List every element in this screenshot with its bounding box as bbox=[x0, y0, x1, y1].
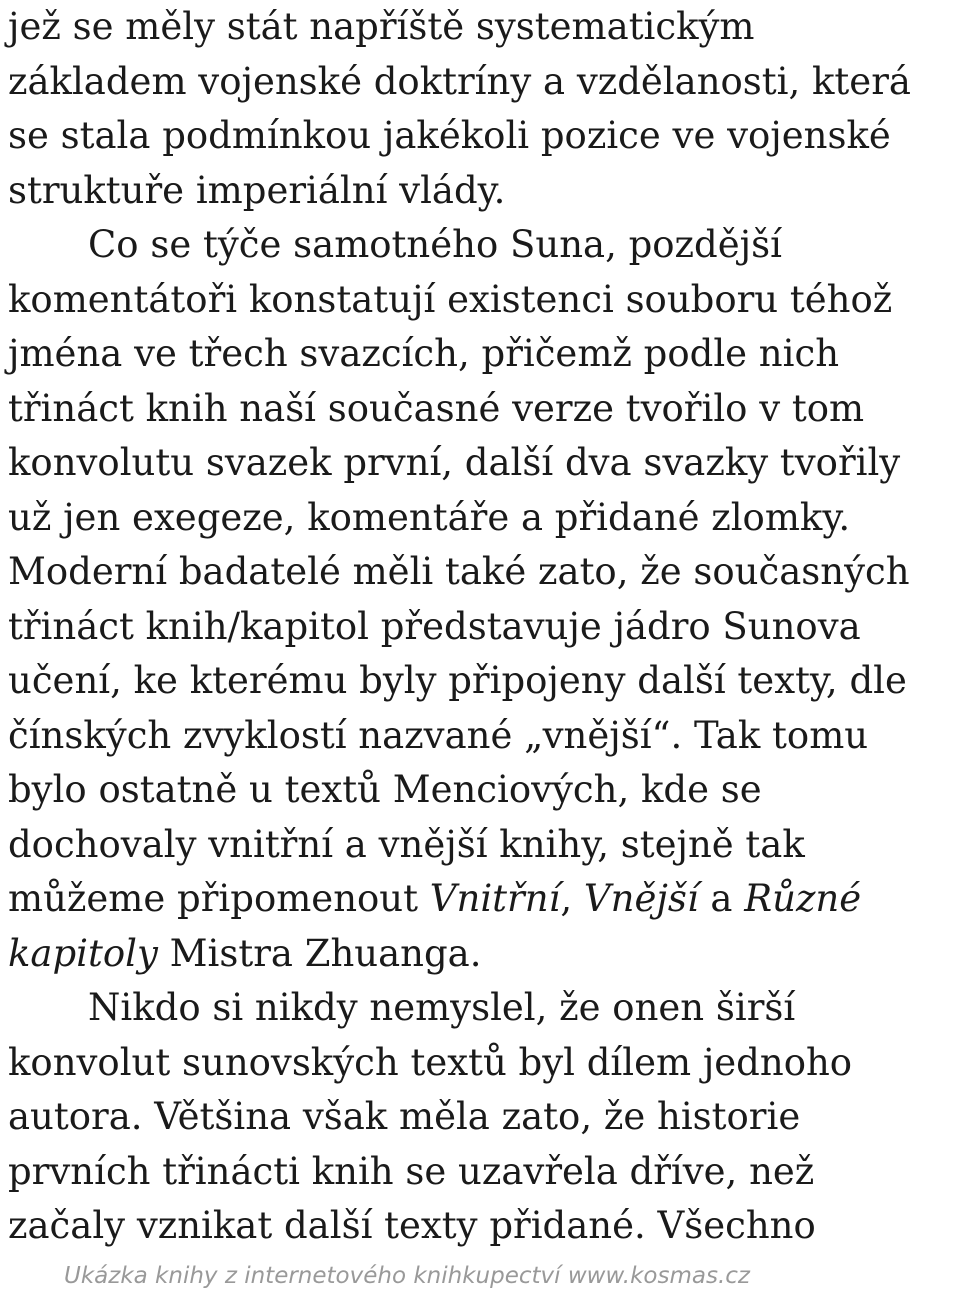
text-line-with-titles bbox=[8, 872, 954, 927]
italic-title: Různé bbox=[744, 877, 862, 920]
text-segment: můžeme připomenout bbox=[8, 877, 430, 920]
paragraph-start-line: Nikdo si nikdy nemyslel, že onen širší bbox=[88, 986, 796, 1029]
text-line: začaly vznikat další texty přidané. Všechno bbox=[8, 1204, 816, 1247]
text-line: čínských zvyklostí nazvané „vnější“. Tak tomu bbox=[8, 713, 869, 757]
text-line: dochovaly vnitřní a vnější knihy, stejně tak bbox=[8, 822, 805, 866]
text-line: učení, ke kterému byly připojeny další texty, dle bbox=[8, 659, 907, 702]
watermark-footer: Ukázka knihy z internetového knihkupectví www.kosmas.cz bbox=[64, 1263, 750, 1289]
italic-title: kapitoly bbox=[8, 931, 158, 975]
text-line: autora. Většina však měla zato, že historie bbox=[8, 1095, 801, 1138]
text-segment: a bbox=[698, 877, 745, 920]
text-line-with-titles bbox=[8, 927, 954, 982]
text-line: Moderní badatelé měli také zato, že současných bbox=[8, 550, 910, 593]
text-line: základem vojenské doktríny a vzdělanosti, která bbox=[8, 59, 911, 103]
text-line: prvních třinácti knih se uzavřela dříve, než bbox=[8, 1149, 815, 1193]
text-line: konvolut sunovských textů byl dílem jednoho bbox=[8, 1040, 853, 1084]
text-line: konvolutu svazek první, další dva svazky tvořily bbox=[8, 441, 901, 484]
text-line: jež se měly stát napříště systematickým bbox=[8, 5, 755, 48]
text-segment: , bbox=[560, 877, 584, 920]
text-line: třináct knih/kapitol představuje jádro Sunova bbox=[8, 604, 861, 648]
text-line: bylo ostatně u textů Menciových, kde se bbox=[8, 768, 762, 811]
text-line: komentátoři konstatují existenci souboru téhož bbox=[8, 277, 893, 321]
text-line: se stala podmínkou jakékoli pozice ve vojenské bbox=[8, 114, 891, 157]
text-line: struktuře imperiální vlády. bbox=[8, 168, 506, 212]
text-segment: Mistra Zhuanga. bbox=[157, 931, 482, 975]
italic-title: Vnější bbox=[583, 877, 699, 920]
book-page-text bbox=[8, 0, 954, 1254]
italic-title: Vnitřní bbox=[429, 877, 561, 920]
text-line: už jen exegeze, komentáře a přidané zlomky. bbox=[8, 495, 851, 539]
text-line: třináct knih naší současné verze tvořilo v tom bbox=[8, 386, 865, 430]
paragraph-start-line: Co se týče samotného Suna, pozdější bbox=[88, 223, 782, 266]
text-line: jména ve třech svazcích, přičemž podle nich bbox=[8, 332, 840, 375]
